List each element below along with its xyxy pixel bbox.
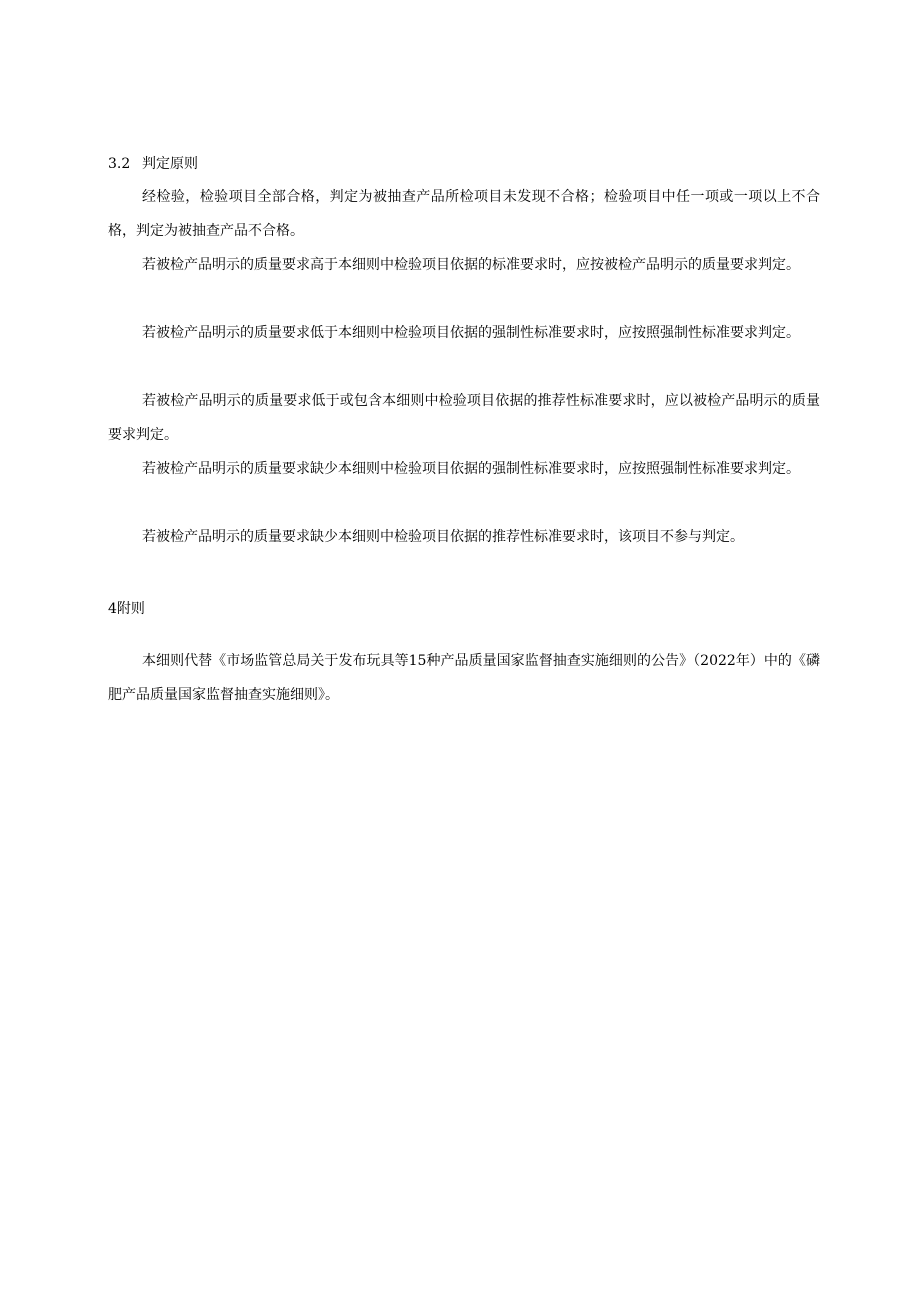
paragraph-judgement-5: 若被检产品明示的质量要求缺少本细则中检验项目依据的强制性标准要求时，应按照强制性标准要求判定。 [142, 461, 800, 477]
section-heading-3-2 [108, 154, 198, 174]
section-title: 判定原则 [142, 156, 198, 172]
paragraph-judgement-3: 若被检产品明示的质量要求低于本细则中检验项目依据的强制性标准要求时，应按照强制性标准要求判定。 [142, 325, 800, 341]
paragraph-judgement-1: 经检验，检验项目全部合格，判定为被抽查产品所检项目未发现不合格；检验项目中任一项或一项以上不合格，判定为被抽查产品不合格。 [108, 189, 820, 239]
paragraph-judgement-6: 若被检产品明示的质量要求缺少本细则中检验项目依据的推荐性标准要求时，该项目不参与判定。 [142, 529, 744, 545]
section-number: 3.2 [108, 156, 131, 172]
section-title: 4附则 [108, 601, 145, 617]
paragraph-judgement-4: 若被检产品明示的质量要求低于或包含本细则中检验项目依据的推荐性标准要求时，应以被检产品明示的质量要求判定。 [108, 393, 820, 443]
paragraph-supplementary: 本细则代替《市场监管总局关于发布玩具等15种产品质量国家监督抽查实施细则的公告》（2022年）中的《磷肥产品质量国家监督抽查实施细则》。 [108, 653, 820, 703]
section-heading-4 [108, 599, 145, 619]
paragraph-judgement-2: 若被检产品明示的质量要求高于本细则中检验项目依据的标准要求时，应按被检产品明示的质量要求判定。 [142, 257, 800, 273]
